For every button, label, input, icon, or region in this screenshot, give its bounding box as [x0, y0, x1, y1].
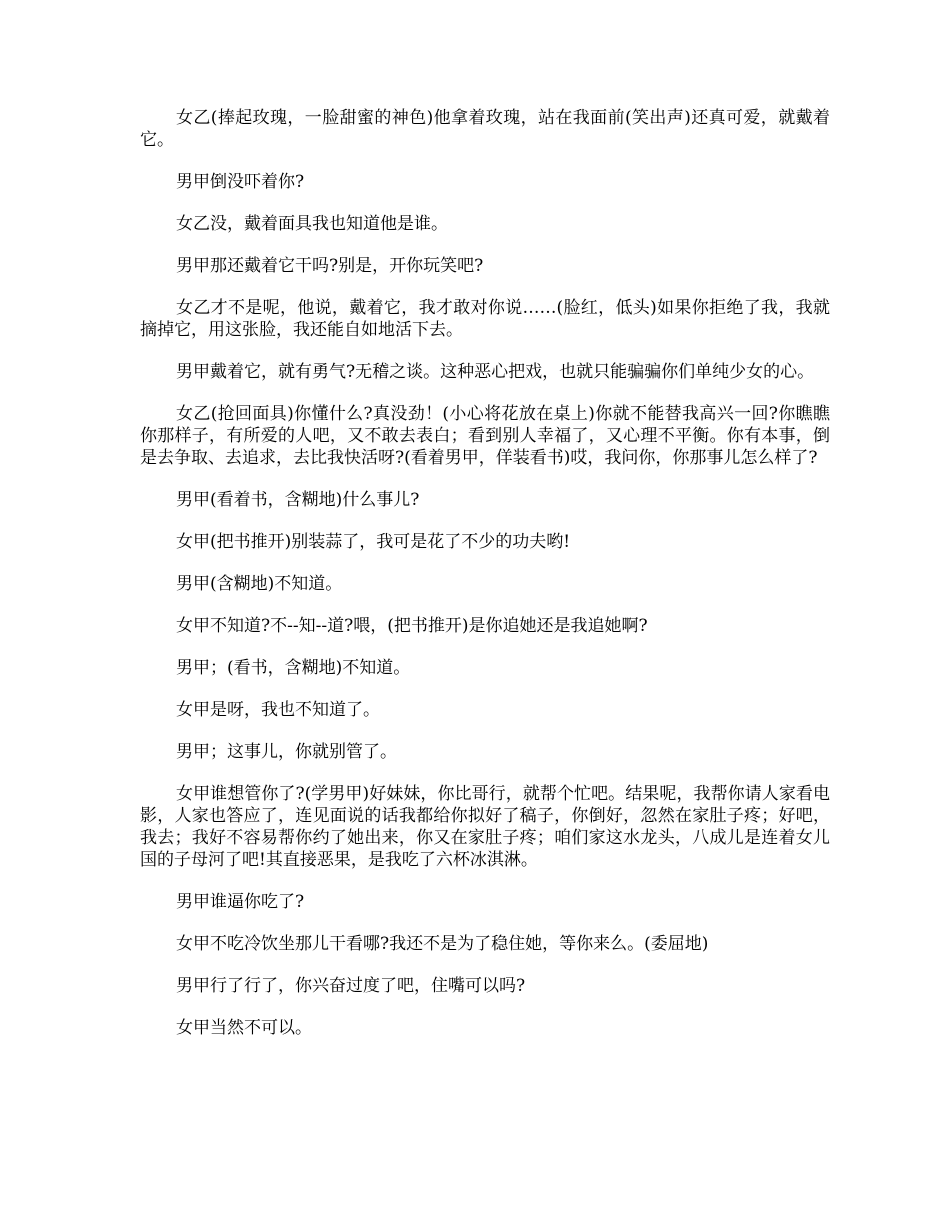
paragraph-19: 女甲当然不可以。 [176, 1018, 312, 1038]
paragraph-4: 男甲那还戴着它干吗?别是，开你玩笑吧? [176, 256, 484, 276]
paragraph-1: 女乙(捧起玫瑰，一脸甜蜜的神色)他拿着玫瑰，站在我面前(笑出声)还真可爱，就戴着它。 [140, 108, 830, 150]
paragraph-2: 男甲倒没吓着你? [176, 172, 305, 192]
paragraph-18: 男甲行了行了，你兴奋过度了吧，住嘴可以吗? [176, 976, 526, 996]
paragraph-16: 男甲谁逼你吃了? [176, 892, 305, 912]
paragraph-17: 女甲不吃冷饮坐那儿干看哪?我还不是为了稳住她，等你来么。(委屈地) [176, 934, 709, 954]
paragraph-9: 女甲(把书推开)别装蒜了，我可是花了不少的功夫哟! [176, 532, 571, 552]
paragraph-10: 男甲(含糊地)不知道。 [176, 574, 343, 594]
paragraph-3: 女乙没，戴着面具我也知道他是谁。 [176, 214, 448, 234]
paragraph-8: 男甲(看着书，含糊地)什么事儿? [176, 490, 420, 510]
paragraph-11: 女甲不知道?不--知--道?喂，(把书推开)是你追她还是我追她啊? [176, 616, 648, 636]
paragraph-6: 男甲戴着它，就有勇气?无稽之谈。这种恶心把戏，也就只能骗骗你们单纯少女的心。 [176, 362, 815, 382]
paragraph-13: 女甲是呀，我也不知道了。 [176, 700, 380, 720]
paragraph-7: 女乙(抢回面具)你懂什么?真没劲！(小心将花放在桌上)你就不能替我高兴一回?你瞧瞧你那样子，有所爱的人吧，又不敢去表白；看到别人幸福了，又心理不平衡。你有本事，倒是去争取、去追求，去比我快活呀?(看着男甲，佯装看书)哎，我问你，你那事儿怎么样了? [140, 404, 830, 468]
paragraph-5: 女乙才不是呢，他说，戴着它，我才敢对你说……(脸红，低头)如果你拒绝了我，我就摘掉它，用这张脸，我还能自如地活下去。 [140, 298, 830, 340]
paragraph-14: 男甲；这事儿，你就别管了。 [176, 742, 397, 762]
paragraph-12: 男甲；(看书，含糊地)不知道。 [176, 658, 411, 678]
document-page [140, 107, 830, 1059]
paragraph-15: 女甲谁想管你了?(学男甲)好妹妹，你比哥行，就帮个忙吧。结果呢，我帮你请人家看电影，人家也答应了，连见面说的话我都给你拟好了稿子，你倒好，忽然在家肚子疼；好吧，我去；我好不容易帮你约了她出来，你又在家肚子疼；咱们家这水龙头，八成儿是连着女儿国的子母河了吧!其直接恶果，是我吃了六杯冰淇淋。 [140, 784, 830, 870]
